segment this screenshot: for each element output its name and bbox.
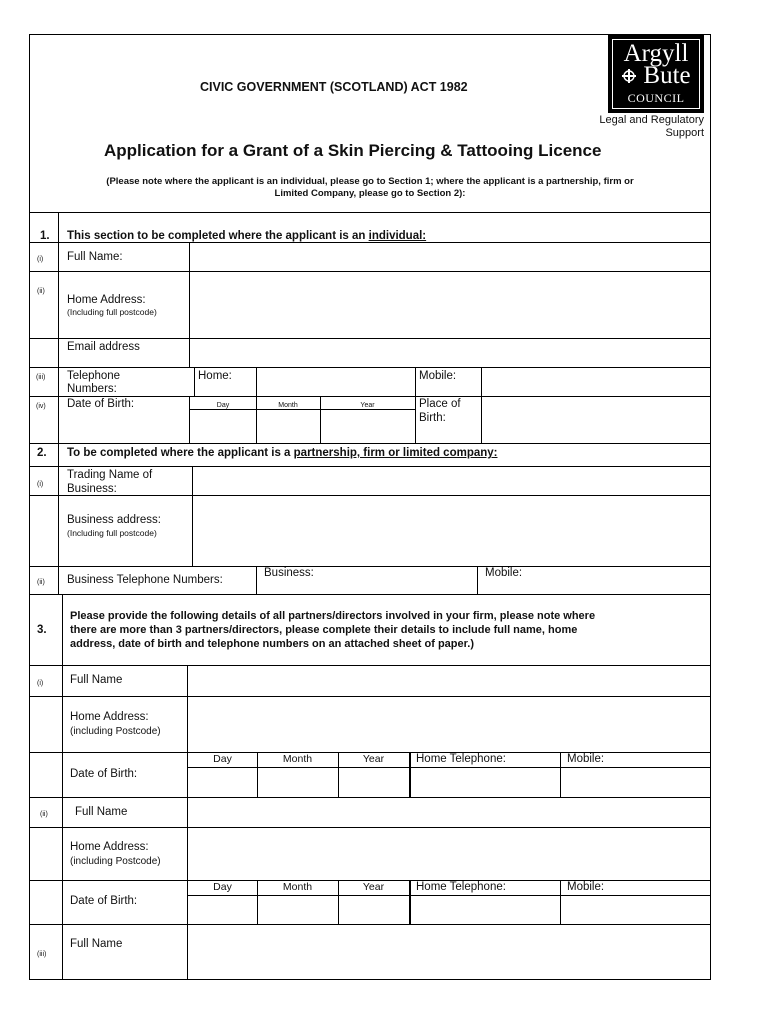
- place-of-birth-field[interactable]: [482, 397, 710, 442]
- row-number: (i): [37, 256, 44, 263]
- row-number: (ii): [37, 579, 45, 586]
- partner3-full-name-field[interactable]: [188, 925, 710, 979]
- partner1-month-label: Month: [282, 753, 313, 765]
- partner1-dob-label: Date of Birth:: [70, 768, 138, 780]
- cell-line: [477, 566, 478, 594]
- telephone-label-line1: Telephone: [67, 370, 121, 382]
- section3-text-line2: there are more than 3 partners/directors, please complete their details to include full name, home: [70, 624, 578, 636]
- email-label: Email address: [67, 341, 140, 353]
- telephone-label-line2: Numbers:: [67, 383, 117, 395]
- row-number: (ii): [37, 288, 45, 295]
- section1-heading: This section to be completed where the applicant is an individual:: [67, 230, 427, 242]
- mobile-field[interactable]: [482, 368, 710, 396]
- number-column-line: [62, 594, 63, 980]
- section2-number: 2.: [37, 447, 47, 459]
- business-address-field[interactable]: [193, 496, 710, 566]
- partner2-day-label: Day: [213, 881, 232, 893]
- partner2-home-telephone-field[interactable]: [411, 896, 560, 923]
- home-phone-label: Home:: [198, 370, 232, 382]
- cell-line: [194, 367, 195, 397]
- section3-text-line1: Please provide the following details of all partners/directors involved in your firm, please note where: [70, 610, 596, 622]
- month-label: Month: [278, 402, 298, 409]
- row-number: (iv): [36, 403, 46, 410]
- place-of-birth-label-line1: Place of: [419, 398, 461, 410]
- business-mobile-label: Mobile:: [485, 567, 523, 579]
- partner1-full-name-label: Full Name: [70, 674, 123, 686]
- row-number: (i): [37, 680, 44, 687]
- partner2-dob-year-field[interactable]: [339, 896, 409, 923]
- business-mobile-field[interactable]: [530, 567, 710, 593]
- row-number: (iii): [36, 374, 46, 381]
- partner1-day-label: Day: [213, 753, 232, 765]
- home-address-label: Home Address:: [67, 294, 146, 306]
- section3-text-line3: address, date of birth and telephone numbers on an attached sheet of paper.): [70, 638, 475, 650]
- partner2-mobile-field[interactable]: [561, 896, 710, 923]
- partner1-dob-month-field[interactable]: [258, 768, 338, 796]
- instruction-note-line2: Limited Company, please go to Section 2):: [274, 188, 466, 199]
- dob-label: Date of Birth:: [67, 398, 135, 410]
- partner1-home-telephone-field[interactable]: [411, 768, 560, 796]
- partner1-dob-day-field[interactable]: [188, 768, 257, 796]
- dob-year-field[interactable]: [321, 410, 415, 442]
- partner1-mobile-label: Mobile:: [567, 753, 605, 765]
- row-number: (iii): [37, 951, 47, 958]
- partner2-dob-label: Date of Birth:: [70, 895, 138, 907]
- act-title: CIVIC GOVERNMENT (SCOTLAND) ACT 1982: [200, 80, 468, 94]
- dob-day-field[interactable]: [190, 410, 256, 442]
- partner1-home-address-label: Home Address:: [70, 711, 149, 723]
- instruction-note-line1: (Please note where the applicant is an individual, please go to Section 1; where the applicant is a partnership, firm or: [106, 176, 634, 187]
- full-name-label: Full Name:: [67, 251, 123, 263]
- department-line1: Legal and Regulatory: [599, 114, 704, 126]
- home-address-hint: (Including full postcode): [67, 307, 157, 317]
- number-column-line: [58, 212, 59, 443]
- logo-line3: COUNCIL: [627, 91, 685, 105]
- cell-line: [256, 566, 257, 594]
- partner1-postcode-hint: (including Postcode): [70, 726, 161, 737]
- partner2-home-telephone-label: Home Telephone:: [416, 881, 506, 893]
- partner2-home-address-label: Home Address:: [70, 841, 149, 853]
- row-number: (i): [37, 481, 44, 488]
- partner2-home-address-field[interactable]: [188, 828, 710, 880]
- row-number: (ii): [40, 811, 48, 818]
- partner2-mobile-label: Mobile:: [567, 881, 605, 893]
- form-title: Application for a Grant of a Skin Piercing & Tattooing Licence: [104, 141, 602, 160]
- place-of-birth-label-line2: Birth:: [419, 412, 446, 424]
- mobile-label: Mobile:: [419, 370, 457, 382]
- partner3-full-name-label: Full Name: [70, 938, 123, 950]
- partner2-dob-day-field[interactable]: [188, 896, 257, 923]
- home-address-field[interactable]: [190, 272, 710, 338]
- email-field[interactable]: [190, 339, 710, 367]
- section3-number: 3.: [37, 624, 47, 636]
- partner2-full-name-label: Full Name: [75, 806, 128, 818]
- logo-line1: Argyll: [623, 40, 689, 67]
- logo-line2: Bute: [643, 62, 691, 89]
- section1-number: 1.: [40, 230, 50, 242]
- home-phone-field[interactable]: [257, 368, 414, 396]
- partner1-home-telephone-label: Home Telephone:: [416, 753, 506, 765]
- partner1-dob-year-field[interactable]: [339, 768, 409, 796]
- year-label: Year: [360, 402, 375, 409]
- partner2-postcode-hint: (including Postcode): [70, 856, 161, 867]
- divider: [29, 443, 711, 444]
- partner2-full-name-field[interactable]: [188, 798, 710, 827]
- divider: [29, 212, 711, 213]
- business-phone-label: Business:: [264, 567, 314, 579]
- trading-name-label-line2: Business:: [67, 483, 117, 495]
- partner1-full-name-field[interactable]: [188, 666, 710, 696]
- section2-heading: To be completed where the applicant is a partnership, firm or limited company:: [67, 447, 498, 459]
- divider: [29, 594, 711, 595]
- business-address-hint: (Including full postcode): [67, 528, 157, 538]
- partner2-dob-month-field[interactable]: [258, 896, 338, 923]
- partner2-year-label: Year: [362, 881, 385, 893]
- business-telephone-label: Business Telephone Numbers:: [67, 574, 223, 586]
- council-logo: [608, 35, 704, 113]
- dob-month-field[interactable]: [257, 410, 320, 442]
- day-label: Day: [216, 402, 230, 409]
- trading-name-label-line1: Trading Name of: [67, 469, 153, 481]
- cell-line: [415, 367, 416, 443]
- partner2-month-label: Month: [282, 881, 313, 893]
- business-phone-field[interactable]: [320, 567, 477, 593]
- department-line2: Support: [665, 127, 704, 139]
- partner1-year-label: Year: [362, 753, 385, 765]
- trading-name-field[interactable]: [193, 467, 710, 495]
- full-name-field[interactable]: [190, 243, 710, 271]
- partner1-mobile-field[interactable]: [561, 768, 710, 796]
- business-address-label: Business address:: [67, 514, 161, 526]
- partner1-home-address-field[interactable]: [188, 697, 710, 751]
